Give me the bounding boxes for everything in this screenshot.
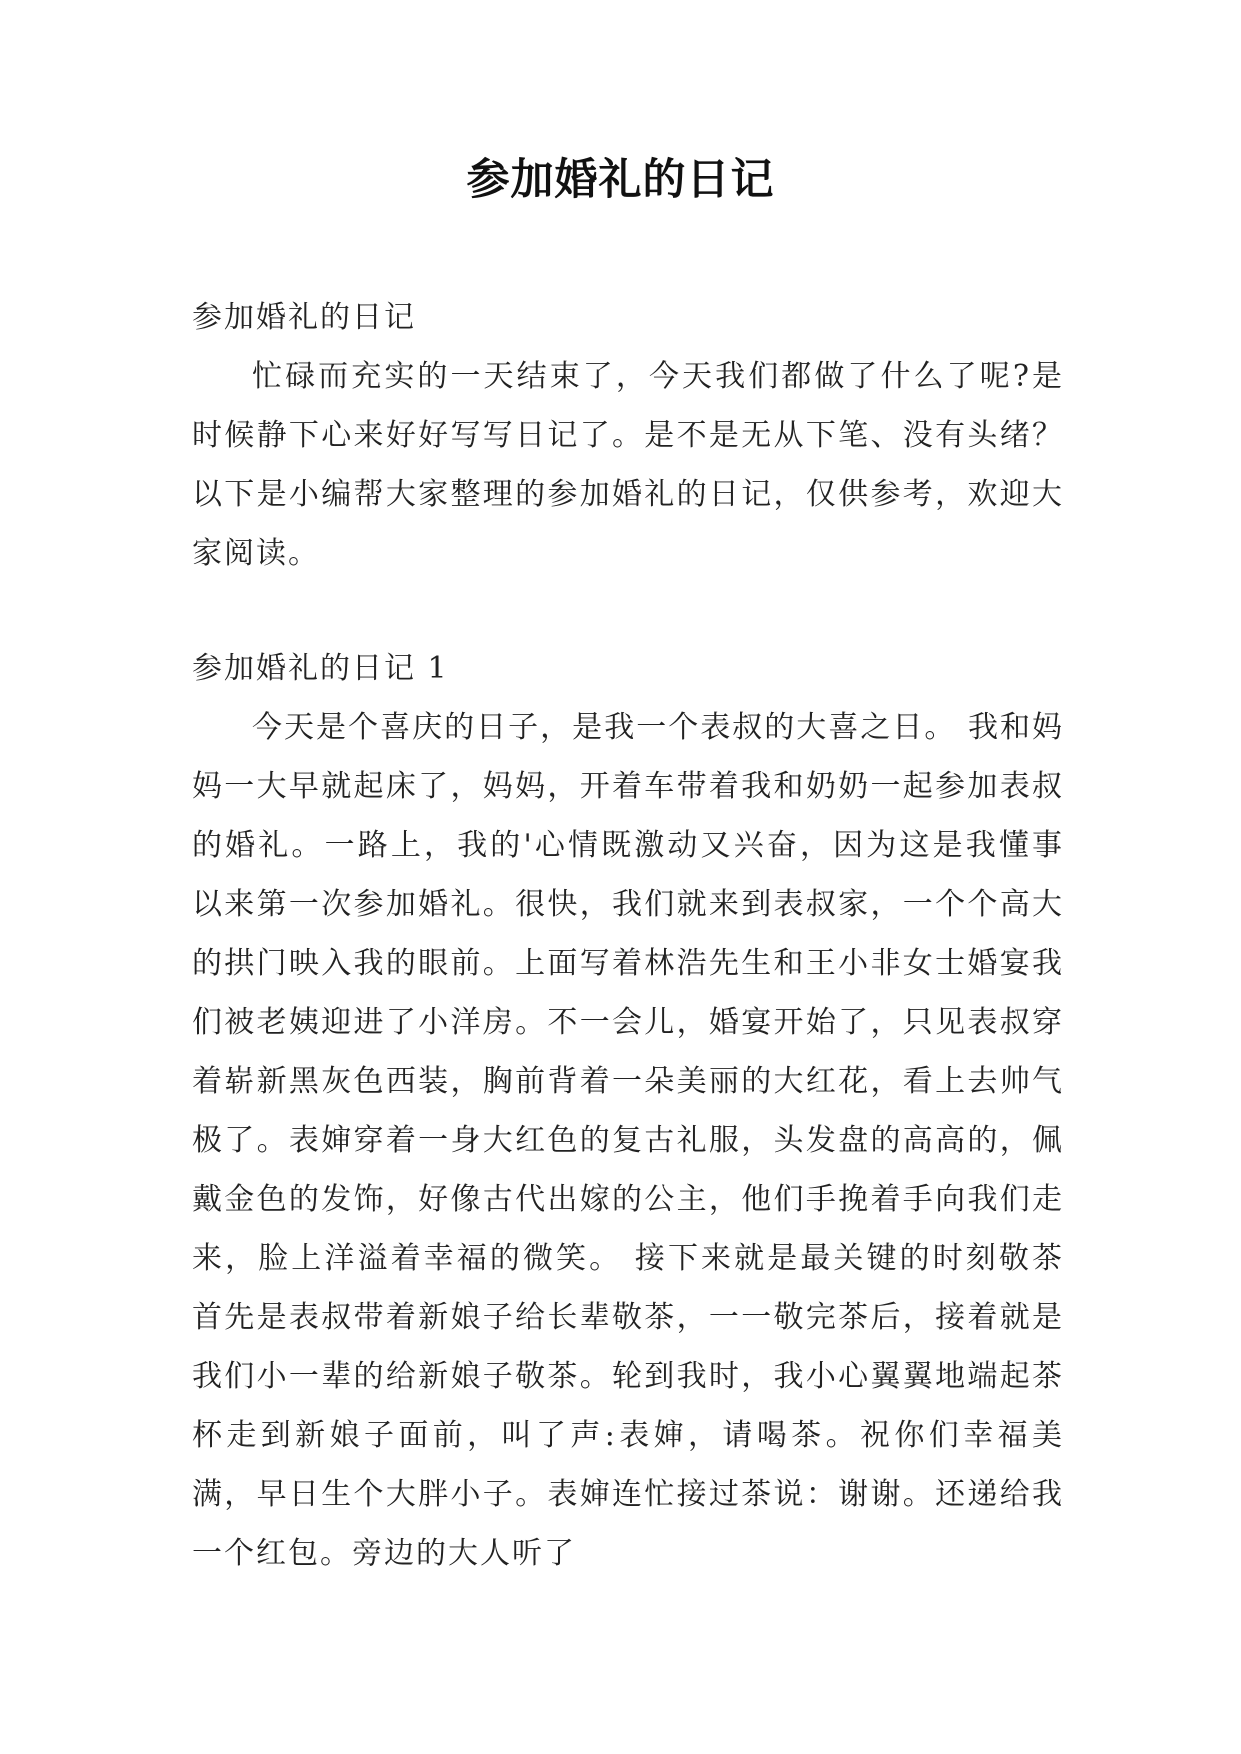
intro-heading: 参加婚礼的日记 bbox=[192, 300, 416, 335]
diary-1-heading: 参加婚礼的日记 1 bbox=[192, 651, 449, 686]
intro-section bbox=[192, 288, 1064, 583]
intro-paragraph: 忙碌而充实的一天结束了，今天我们都做了什么了呢?是时候静下心来好好写写日记了。是不是无从下笔、没有头绪？以下是小编帮大家整理的参加婚礼的日记，仅供参考，欢迎大家阅读。 bbox=[192, 359, 1064, 571]
document-title: 参加婚礼的日记 bbox=[466, 155, 775, 205]
diary-1-section bbox=[192, 639, 1064, 1583]
diary-1-paragraph: 今天是个喜庆的日子，是我一个表叔的大喜之日。 我和妈妈一大早就起床了，妈妈，开着车带着我和奶奶一起参加表叔的婚礼。一路上，我的'心情既激动又兴奋，因为这是我懂事以来第一次参加婚礼。很快，我们就来到表叔家，一个个高大的拱门映入我的眼前。上面写着林浩先生和王小非女士婚宴我们被老姨迎进了小洋房。不一会儿，婚宴开始了，只见表叔穿着崭新黑灰色西装，胸前背着一朵美丽的大红花，看上去帅气极了。表婶穿着一身大红色的复古礼服，头发盘的高高的，佩戴金色的发饰，好像古代出嫁的公主，他们手挽着手向我们走来，脸上洋溢着幸福的微笑。 接下来就是最关键的时刻敬茶首先是表叔带着新娘子给长辈敬茶，一一敬完茶后，接着就是我们小一辈的给新娘子敬茶。轮到我时，我小心翼翼地端起茶杯走到新娘子面前，叫了声:表婶，请喝茶。祝你们幸福美满，早日生个大胖小子。表婶连忙接过茶说：谢谢。还递给我一个红包。旁边的大人听了 bbox=[192, 710, 1064, 1571]
